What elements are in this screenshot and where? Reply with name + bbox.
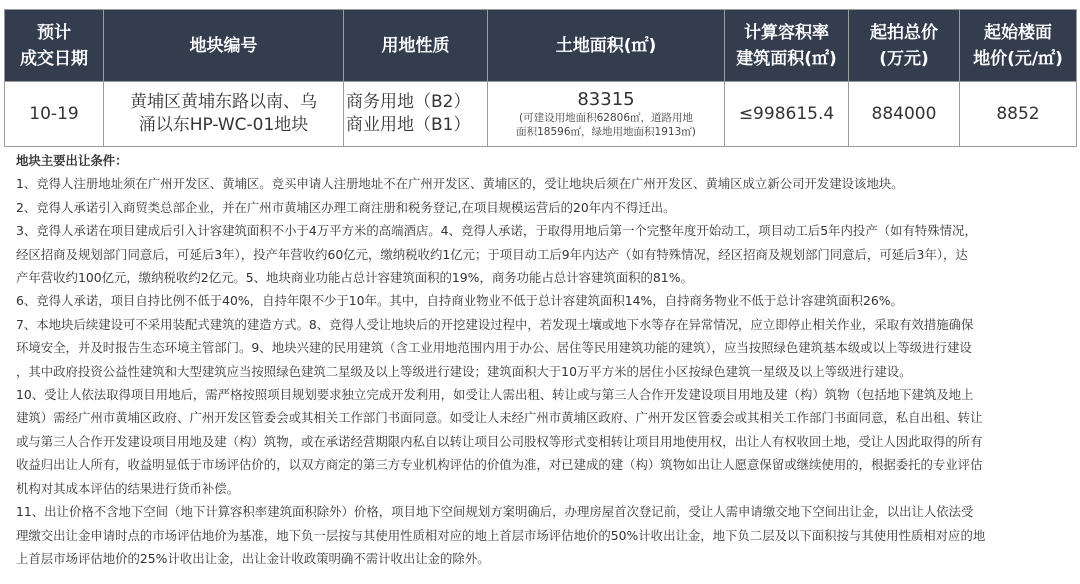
condition-line: 产年营收约100亿元，缴纳税收约2亿元。5、地块商业功能占总计容建筑面积的19%，商务功能占总计容建筑面积的81%。 bbox=[16, 270, 693, 286]
condition-line: 或与第三人合作开发建设项目用地及建（构）筑物，或在承诺经营期限内私自以转让项目公司股权等形式变相转让项目用地使用权，出让人有权收回土地，受让人因此取得的所有 bbox=[16, 433, 983, 449]
condition-line: 环境安全，并及时报告生态环境主管部门。9、地块兴建的民用建筑（含工业用地范围内用于办公、居住等民用建筑功能的建筑），应当按照绿色建筑基本级或以上等级进行建设 bbox=[16, 340, 972, 356]
header-plot-id: 地块编号 bbox=[104, 10, 344, 82]
condition-line: 上首层市场评估地价的25%计收出让金，出让金计收政策明确不需计收出让金的除外。 bbox=[16, 550, 490, 566]
conditions-title: 地块主要出让条件： bbox=[16, 153, 128, 168]
land-auction-table bbox=[4, 9, 1077, 147]
condition-line: 10、受让人依法取得项目用地后，需严格按照项目规划要求独立完成开发利用，如受让人需出租、转让或与第三人合作开发建设项目用地及建（构）筑物（包括地下建筑及地上 bbox=[16, 387, 974, 403]
cell-far-area: ≤998615.4 bbox=[725, 82, 849, 147]
condition-line: 3、竞得人承诺在项目建成后引入计容建筑面积不小于4万平方米的高端酒店。4、竞得人承诺，于取得用地后第一个完整年度开始动工，项目动工后5年内投产（如有特殊情况， bbox=[16, 223, 977, 239]
condition-line: 2、竞得人承诺引入商贸类总部企业，并在广州市黄埔区办理工商注册和税务登记,在项目规模运营后的20年内不得迁出。 bbox=[16, 199, 676, 215]
land-area-note-2: 面积18596㎡，绿地用地面积1913㎡) bbox=[516, 126, 696, 138]
cell-start-price: 884000 bbox=[849, 82, 960, 147]
cell-land-area bbox=[488, 82, 725, 147]
condition-line: 7、本地块后续建设可不采用装配式建筑的建造方式。8、竞得人受让地块后的开挖建设过程中，若发现土壤或地下水等存在异常情况，应立即停止相关作业，采取有效措施确保 bbox=[16, 316, 974, 332]
condition-line: 6、竞得人承诺，项目自持比例不低于40%，自持年限不少于10年。其中，自持商业物业不低于总计容建筑面积14%，自持商务物业不低于总计容建筑面积26%。 bbox=[16, 293, 903, 309]
condition-line: 1、竞得人注册地址须在广州开发区、黄埔区。竞买申请人注册地址不在广州开发区、黄埔区的，受让地块后须在广州开发区、黄埔区成立新公司开发建设该地块。 bbox=[16, 176, 904, 192]
cell-plot-id: 黄埔区黄埔东路以南、乌 涌以东HP-WC-01地块 bbox=[104, 82, 344, 147]
header-land-use: 用地性质 bbox=[344, 10, 488, 82]
condition-line: 收益归出让人所有，收益明显低于市场评估价的，以双方商定的第三方专业机构评估的价值为准，对已建成的建（构）筑物如出让人愿意保留或继续使用的，根据委托的专业评估 bbox=[16, 457, 983, 473]
transfer-conditions bbox=[16, 149, 1074, 570]
header-deal-date: 预计 成交日期 bbox=[5, 10, 104, 82]
condition-line: 理缴交出让金申请时点的市场评估地价为基准，地下负一层按与其使用性质相对应的地上首层市场评估地价的50%计收出让金，地下负二层及以下面积按与其使用性质相对应的地 bbox=[16, 527, 986, 543]
land-area-note-1: (可建设用地面积62806㎡，道路用地 bbox=[519, 112, 693, 124]
header-far-area: 计算容积率 建筑面积(㎡) bbox=[725, 10, 849, 82]
table-row bbox=[5, 82, 1077, 147]
cell-land-use: 商务用地（B2） 商业用地（B1） bbox=[344, 82, 488, 147]
header-floor-price: 起始楼面 地价(元/㎡) bbox=[960, 10, 1077, 82]
condition-line: 机构对其成本评估的结果进行货币补偿。 bbox=[16, 480, 240, 496]
condition-line: 建筑）需经广州市黄埔区政府、广州开发区管委会或其相关工作部门书面同意。如受让人未经广州市黄埔区政府、广州开发区管委会或其相关工作部门书面同意，私自出租、转让 bbox=[16, 410, 983, 426]
cell-deal-date: 10-19 bbox=[5, 82, 104, 147]
condition-line: ，其中政府投资公益性建筑和大型建筑应当按照绿色建筑二星级及以上等级进行建设；建筑面积大于10万平方米的居住小区按绿色建筑一星级及以上等级进行建设。 bbox=[16, 363, 912, 379]
header-land-area: 土地面积(㎡) bbox=[488, 10, 725, 82]
cell-floor-price: 8852 bbox=[960, 82, 1077, 147]
condition-line: 11、出让价格不含地下空间（地下计算容积率建筑面积除外）价格，项目地下空间规划方案明确后，办理房屋首次登记前，受让人需申请缴交地下空间出让金，以出让人依法受 bbox=[16, 504, 974, 520]
land-area-value: 83315 bbox=[577, 89, 635, 110]
table-header-row bbox=[5, 10, 1077, 82]
condition-line: 经区招商及规划部门同意后，可延后3年），投产年营收约60亿元，缴纳税收约1亿元；于项目动工后9年内达产（如有特殊情况，经区招商及规划部门同意后，可延后3年），达 bbox=[16, 246, 968, 262]
header-start-price: 起拍总价 (万元) bbox=[849, 10, 960, 82]
